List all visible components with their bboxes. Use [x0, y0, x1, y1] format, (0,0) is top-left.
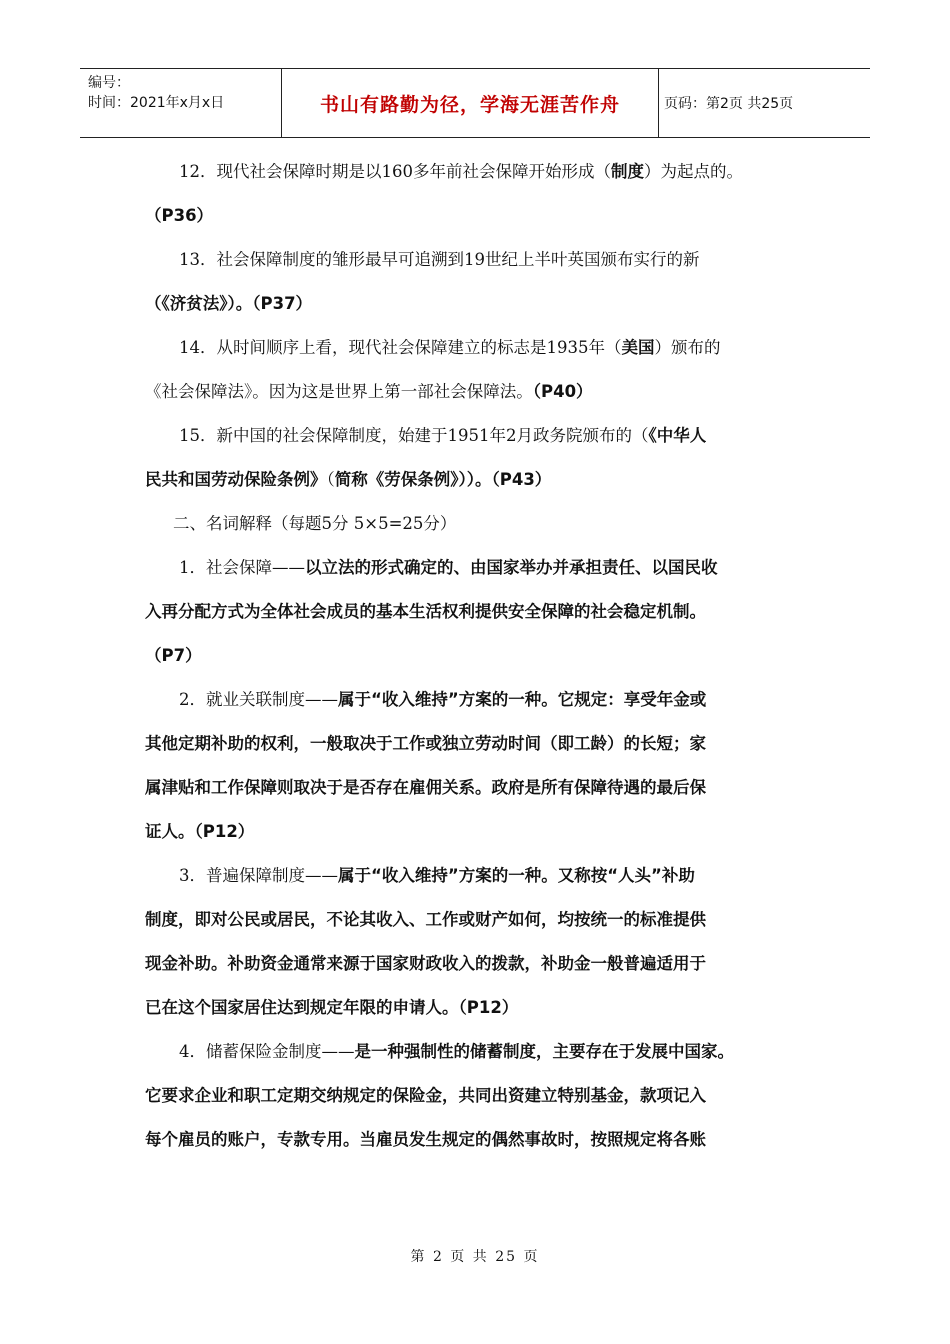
definition-term: 1．社会保障——: [179, 558, 305, 577]
definition-4: [145, 1030, 820, 1074]
definition-3-line4: [145, 986, 820, 1030]
definition-1-line2: [145, 590, 820, 634]
item-answer: 简称《劳保条例》: [334, 470, 459, 489]
definition-text: 属津贴和工作保障则取决于是否存在雇佣关系。政府是所有保障待遇的最后保: [145, 778, 706, 797]
definition-text: 现金补助。补助资金通常来源于国家财政收入的拨款，补助金一般普遍适用于: [145, 954, 706, 973]
definition-text: 以立法的形式确定的、由国家举办并承担责任、以国民收: [305, 558, 718, 577]
definition-text: 已在这个国家居住达到规定年限的申请人。（P12）: [145, 998, 519, 1017]
item-answer: （《济贫法》）: [145, 294, 236, 313]
item-13: [145, 238, 820, 282]
definition-term: 4．储蓄保险金制度——: [179, 1042, 355, 1061]
definition-text: 属于“收入维持”方案的一种。它规定：享受年金或: [338, 690, 707, 709]
page-footer: 第 2 页 共 25 页: [410, 1249, 540, 1265]
definition-2-line4: [145, 810, 820, 854]
definition-text: 它要求企业和职工定期交纳规定的保险金，共同出资建立特别基金，款项记入: [145, 1086, 706, 1105]
definition-4-line2: [145, 1074, 820, 1118]
item-text: ）颁布的: [654, 338, 721, 357]
document-number-label: 编号：: [88, 75, 130, 91]
item-15: [145, 414, 820, 458]
definition-text: 是一种强制性的储蓄制度，主要存在于发展中国家。: [354, 1042, 734, 1061]
definition-3: [145, 854, 820, 898]
header-divider: [658, 69, 659, 137]
item-text: 《社会保障法》。因为这是世界上第一部社会保障法。: [145, 382, 533, 401]
definition-text: 其他定期补助的权利，一般取决于工作或独立劳动时间（即工龄）的长短；家: [145, 734, 706, 753]
definition-term: 3．普遍保障制度——: [179, 866, 338, 885]
definition-text: 证人。（P12）: [145, 822, 255, 841]
definition-3-line2: [145, 898, 820, 942]
item-text: 15．新中国的社会保障制度，始建于1951年2月政务院颁布的（: [179, 426, 649, 445]
definition-2-line2: [145, 722, 820, 766]
section-heading: 二、名词解释（每题5分 5×5=25分）: [173, 514, 457, 533]
item-13-answer: [145, 282, 820, 326]
header-motto: 书山有路勤为径，学海无涯苦作舟: [319, 93, 620, 116]
definition-text: 入再分配方式为全体社会成员的基本生活权利提供安全保障的社会稳定机制。: [145, 602, 706, 621]
document-body: [145, 150, 820, 1162]
definition-1: [145, 546, 820, 590]
header-meta: [88, 73, 280, 113]
item-12-ref: [145, 194, 820, 238]
item-14-line2: [145, 370, 820, 414]
definition-2: [145, 678, 820, 722]
page-reference: （P40）: [532, 382, 593, 401]
header-page-info: 页码：第2页 共25页: [664, 96, 794, 112]
page-reference: 。（P37）: [235, 294, 313, 313]
document-time-label: 时间：2021年x月x日: [88, 95, 225, 111]
definition-3-line3: [145, 942, 820, 986]
definition-text: 属于“收入维持”方案的一种。又称按“人头”补助: [338, 866, 695, 885]
page-reference: （P7）: [145, 646, 202, 665]
item-14: [145, 326, 820, 370]
item-answer: 美国: [621, 338, 655, 357]
item-15-line2: [145, 458, 820, 502]
item-text: 12．现代社会保障时期是以160多年前社会保障开始形成（: [179, 162, 611, 181]
item-answer: 《中华人: [648, 426, 707, 445]
page-reference: （P36）: [145, 206, 214, 225]
item-text: ）为起点的。: [644, 162, 743, 181]
definition-text: 制度，即对公民或居民，不论其收入、工作或财产如何，均按统一的标准提供: [145, 910, 706, 929]
definition-term: 2．就业关联制度——: [179, 690, 338, 709]
item-text: 13．社会保障制度的雏形最早可追溯到19世纪上半叶英国颁布实行的新: [179, 250, 700, 269]
definition-text: 每个雇员的账户，专款专用。当雇员发生规定的偶然事故时，按照规定将各账: [145, 1130, 706, 1149]
item-text: （: [326, 470, 335, 489]
item-text: 14．从时间顺序上看，现代社会保障建立的标志是1935年（: [179, 338, 622, 357]
definition-2-line3: [145, 766, 820, 810]
page-reference: ））。（P43）: [458, 470, 552, 489]
page-header: [80, 68, 870, 138]
definition-1-ref: [145, 634, 820, 678]
item-answer: 制度: [611, 162, 644, 181]
item-12: [145, 150, 820, 194]
definition-4-line3: [145, 1118, 820, 1162]
item-answer: 民共和国劳动保险条例》: [145, 470, 327, 489]
